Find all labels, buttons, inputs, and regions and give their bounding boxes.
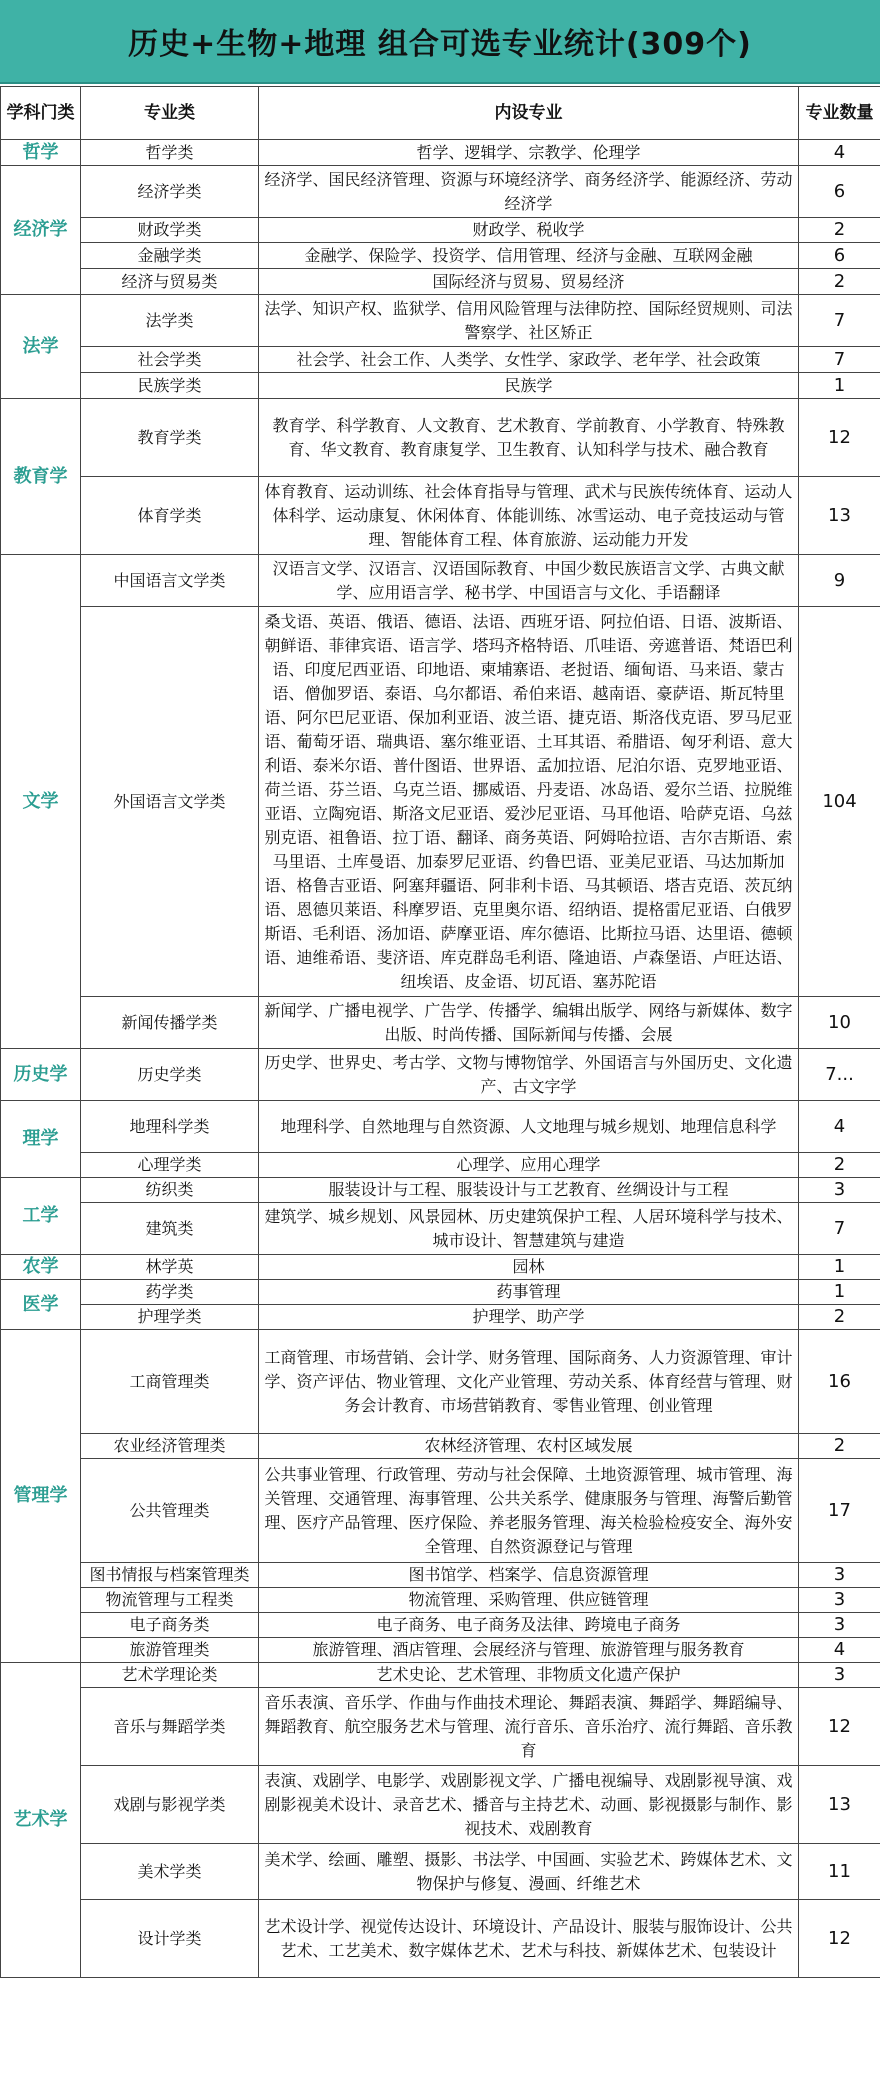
majors-cell: 物流管理、采购管理、供应链管理 bbox=[259, 1588, 799, 1613]
count-cell: 7 bbox=[799, 1203, 880, 1255]
count-cell: 13 bbox=[799, 477, 880, 555]
class-cell: 外国语言文学类 bbox=[81, 607, 259, 997]
table-row bbox=[1, 555, 880, 607]
table-row bbox=[1, 1153, 880, 1178]
count-cell: 3 bbox=[799, 1563, 880, 1588]
class-cell: 历史学类 bbox=[81, 1049, 259, 1101]
majors-cell: 农林经济管理、农村区域发展 bbox=[259, 1434, 799, 1459]
majors-cell: 新闻学、广播电视学、广告学、传播学、编辑出版学、网络与新媒体、数字出版、时尚传播、国际新闻与传播、会展 bbox=[259, 997, 799, 1049]
category-cell: 哲学 bbox=[1, 140, 81, 166]
count-cell: 3 bbox=[799, 1178, 880, 1203]
table-row bbox=[1, 1900, 880, 1978]
count-cell: 4 bbox=[799, 140, 880, 166]
majors-cell: 表演、戏剧学、电影学、戏剧影视文学、广播电视编导、戏剧影视导演、戏剧影视美术设计、录音艺术、播音与主持艺术、动画、影视摄影与制作、影视技术、戏剧教育 bbox=[259, 1766, 799, 1844]
majors-cell: 体育教育、运动训练、社会体育指导与管理、武术与民族传统体育、运动人体科学、运动康复、休闲体育、体能训练、冰雪运动、电子竞技运动与管理、智能体育工程、体育旅游、运动能力开发 bbox=[259, 477, 799, 555]
class-cell: 林学英 bbox=[81, 1255, 259, 1280]
class-cell: 体育学类 bbox=[81, 477, 259, 555]
count-cell: 7 bbox=[799, 347, 880, 373]
class-cell: 教育学类 bbox=[81, 399, 259, 477]
count-cell: 17 bbox=[799, 1459, 880, 1563]
class-cell: 音乐与舞蹈学类 bbox=[81, 1688, 259, 1766]
category-cell: 经济学 bbox=[1, 166, 81, 295]
class-cell: 民族学类 bbox=[81, 373, 259, 399]
header-count: 专业数量 bbox=[799, 87, 880, 140]
table-row bbox=[1, 1688, 880, 1766]
header-category: 学科门类 bbox=[1, 87, 81, 140]
count-cell: 6 bbox=[799, 243, 880, 269]
class-cell: 工商管理类 bbox=[81, 1330, 259, 1434]
majors-cell: 教育学、科学教育、人文教育、艺术教育、学前教育、小学教育、特殊教育、华文教育、教育康复学、卫生教育、认知科学与技术、融合教育 bbox=[259, 399, 799, 477]
count-cell: 7... bbox=[799, 1049, 880, 1101]
count-cell: 11 bbox=[799, 1844, 880, 1900]
majors-cell: 哲学、逻辑学、宗教学、伦理学 bbox=[259, 140, 799, 166]
class-cell: 农业经济管理类 bbox=[81, 1434, 259, 1459]
header-class: 专业类 bbox=[81, 87, 259, 140]
class-cell: 新闻传播学类 bbox=[81, 997, 259, 1049]
table-row bbox=[1, 1766, 880, 1844]
class-cell: 艺术学理论类 bbox=[81, 1663, 259, 1688]
count-cell: 13 bbox=[799, 1766, 880, 1844]
majors-cell: 药事管理 bbox=[259, 1280, 799, 1305]
count-cell: 16 bbox=[799, 1330, 880, 1434]
category-cell: 医学 bbox=[1, 1280, 81, 1330]
table-row bbox=[1, 269, 880, 295]
count-cell: 7 bbox=[799, 295, 880, 347]
class-cell: 金融学类 bbox=[81, 243, 259, 269]
class-cell: 戏剧与影视学类 bbox=[81, 1766, 259, 1844]
class-cell: 公共管理类 bbox=[81, 1459, 259, 1563]
table-row bbox=[1, 1663, 880, 1688]
majors-cell: 艺术设计学、视觉传达设计、环境设计、产品设计、服装与服饰设计、公共艺术、工艺美术、数字媒体艺术、艺术与科技、新媒体艺术、包装设计 bbox=[259, 1900, 799, 1978]
count-cell: 4 bbox=[799, 1101, 880, 1153]
count-cell: 3 bbox=[799, 1663, 880, 1688]
majors-cell: 民族学 bbox=[259, 373, 799, 399]
class-cell: 心理学类 bbox=[81, 1153, 259, 1178]
count-cell: 1 bbox=[799, 1280, 880, 1305]
count-cell: 104 bbox=[799, 607, 880, 997]
count-cell: 1 bbox=[799, 1255, 880, 1280]
majors-cell: 金融学、保险学、投资学、信用管理、经济与金融、互联网金融 bbox=[259, 243, 799, 269]
class-cell: 法学类 bbox=[81, 295, 259, 347]
count-cell: 2 bbox=[799, 1153, 880, 1178]
majors-table bbox=[0, 86, 880, 1978]
category-cell: 管理学 bbox=[1, 1330, 81, 1663]
majors-cell: 美术学、绘画、雕塑、摄影、书法学、中国画、实验艺术、跨媒体艺术、文物保护与修复、漫画、纤维艺术 bbox=[259, 1844, 799, 1900]
majors-cell: 心理学、应用心理学 bbox=[259, 1153, 799, 1178]
majors-cell: 汉语言文学、汉语言、汉语国际教育、中国少数民族语言文学、古典文献学、应用语言学、秘书学、中国语言与文化、手语翻译 bbox=[259, 555, 799, 607]
count-cell: 6 bbox=[799, 166, 880, 218]
table-row bbox=[1, 399, 880, 477]
majors-cell: 公共事业管理、行政管理、劳动与社会保障、土地资源管理、城市管理、海关管理、交通管理、海事管理、公共关系学、健康服务与管理、海警后勤管理、医疗产品管理、医疗保险、养老服务管理、海关检验检疫安全、海外安全管理、自然资源登记与管理 bbox=[259, 1459, 799, 1563]
table-row bbox=[1, 1434, 880, 1459]
table-row bbox=[1, 1255, 880, 1280]
table-row bbox=[1, 373, 880, 399]
class-cell: 纺织类 bbox=[81, 1178, 259, 1203]
table-row bbox=[1, 1330, 880, 1434]
class-cell: 财政学类 bbox=[81, 218, 259, 243]
count-cell: 2 bbox=[799, 269, 880, 295]
majors-cell: 艺术史论、艺术管理、非物质文化遗产保护 bbox=[259, 1663, 799, 1688]
majors-cell: 建筑学、城乡规划、风景园林、历史建筑保护工程、人居环境科学与技术、城市设计、智慧建筑与建造 bbox=[259, 1203, 799, 1255]
count-cell: 3 bbox=[799, 1613, 880, 1638]
majors-cell: 服装设计与工程、服装设计与工艺教育、丝绸设计与工程 bbox=[259, 1178, 799, 1203]
count-cell: 9 bbox=[799, 555, 880, 607]
majors-cell: 地理科学、自然地理与自然资源、人文地理与城乡规划、地理信息科学 bbox=[259, 1101, 799, 1153]
majors-cell: 财政学、税收学 bbox=[259, 218, 799, 243]
count-cell: 12 bbox=[799, 1900, 880, 1978]
majors-cell: 社会学、社会工作、人类学、女性学、家政学、老年学、社会政策 bbox=[259, 347, 799, 373]
class-cell: 设计学类 bbox=[81, 1900, 259, 1978]
majors-cell: 经济学、国民经济管理、资源与环境经济学、商务经济学、能源经济、劳动经济学 bbox=[259, 166, 799, 218]
table-row bbox=[1, 1563, 880, 1588]
majors-cell: 国际经济与贸易、贸易经济 bbox=[259, 269, 799, 295]
count-cell: 12 bbox=[799, 1688, 880, 1766]
majors-cell: 工商管理、市场营销、会计学、财务管理、国际商务、人力资源管理、审计学、资产评估、物业管理、文化产业管理、劳动关系、体育经营与管理、财务会计教育、市场营销教育、零售业管理、创业管理 bbox=[259, 1330, 799, 1434]
table-row bbox=[1, 218, 880, 243]
class-cell: 经济学类 bbox=[81, 166, 259, 218]
category-cell: 文学 bbox=[1, 555, 81, 1049]
table-row bbox=[1, 1101, 880, 1153]
majors-cell: 园林 bbox=[259, 1255, 799, 1280]
class-cell: 图书情报与档案管理类 bbox=[81, 1563, 259, 1588]
table-row bbox=[1, 1459, 880, 1563]
category-cell: 法学 bbox=[1, 295, 81, 399]
table-row bbox=[1, 1203, 880, 1255]
table-row bbox=[1, 1613, 880, 1638]
header-row bbox=[1, 87, 880, 140]
category-cell: 教育学 bbox=[1, 399, 81, 555]
majors-cell: 图书馆学、档案学、信息资源管理 bbox=[259, 1563, 799, 1588]
header-majors: 内设专业 bbox=[259, 87, 799, 140]
table-row bbox=[1, 997, 880, 1049]
count-cell: 4 bbox=[799, 1638, 880, 1663]
category-cell: 艺术学 bbox=[1, 1663, 81, 1978]
count-cell: 12 bbox=[799, 399, 880, 477]
majors-cell: 电子商务、电子商务及法律、跨境电子商务 bbox=[259, 1613, 799, 1638]
count-cell: 2 bbox=[799, 1434, 880, 1459]
table-row bbox=[1, 477, 880, 555]
table-row bbox=[1, 140, 880, 166]
count-cell: 2 bbox=[799, 1305, 880, 1330]
count-cell: 3 bbox=[799, 1588, 880, 1613]
majors-cell: 法学、知识产权、监狱学、信用风险管理与法律防控、国际经贸规则、司法警察学、社区矫正 bbox=[259, 295, 799, 347]
class-cell: 药学类 bbox=[81, 1280, 259, 1305]
table-row bbox=[1, 1844, 880, 1900]
category-cell: 历史学 bbox=[1, 1049, 81, 1101]
class-cell: 护理学类 bbox=[81, 1305, 259, 1330]
class-cell: 美术学类 bbox=[81, 1844, 259, 1900]
table-row bbox=[1, 166, 880, 218]
class-cell: 旅游管理类 bbox=[81, 1638, 259, 1663]
class-cell: 物流管理与工程类 bbox=[81, 1588, 259, 1613]
majors-cell: 音乐表演、音乐学、作曲与作曲技术理论、舞蹈表演、舞蹈学、舞蹈编导、舞蹈教育、航空服务艺术与管理、流行音乐、音乐治疗、流行舞蹈、音乐教育 bbox=[259, 1688, 799, 1766]
class-cell: 社会学类 bbox=[81, 347, 259, 373]
category-cell: 农学 bbox=[1, 1255, 81, 1280]
majors-cell: 桑戈语、英语、俄语、德语、法语、西班牙语、阿拉伯语、日语、波斯语、朝鲜语、菲律宾语、语言学、塔玛齐格特语、爪哇语、旁遮普语、梵语巴利语、印度尼西亚语、印地语、柬埔寨语、老挝语、缅甸语、马来语、蒙古语、僧伽罗语、泰语、乌尔都语、希伯来语、越南语、豪萨语、斯瓦特里语、阿尔巴尼亚语、保加利亚语、波兰语、捷克语、斯洛伐克语、罗马尼亚语、葡萄牙语、瑞典语、塞尔维亚语、土耳其语、希腊语、匈牙利语、意大利语、泰米尔语、普什图语、世界语、孟加拉语、尼泊尔语、克罗地亚语、荷兰语、芬兰语、乌克兰语、挪威语、丹麦语、冰岛语、爱尔兰语、拉脱维亚语、立陶宛语、斯洛文尼亚语、爱沙尼亚语、马耳他语、哈萨克语、乌兹别克语、祖鲁语、拉丁语、翻译、商务英语、阿姆哈拉语、吉尔吉斯语、索马里语、土库曼语、加泰罗尼亚语、约鲁巴语、亚美尼亚语、马达加斯加语、格鲁吉亚语、阿塞拜疆语、阿非利卡语、马其顿语、塔吉克语、茨瓦纳语、恩德贝莱语、科摩罗语、克里奥尔语、绍纳语、提格雷尼亚语、白俄罗斯语、毛利语、汤加语、萨摩亚语、库尔德语、比斯拉马语、达里语、德顿语、迪维希语、斐济语、库克群岛毛利语、隆迪语、卢森堡语、卢旺达语、纽埃语、皮金语、切瓦语、塞苏陀语 bbox=[259, 607, 799, 997]
class-cell: 中国语言文学类 bbox=[81, 555, 259, 607]
table-row bbox=[1, 295, 880, 347]
table-row bbox=[1, 1638, 880, 1663]
table-row bbox=[1, 1049, 880, 1101]
class-cell: 经济与贸易类 bbox=[81, 269, 259, 295]
table-body bbox=[1, 140, 880, 1978]
table-row bbox=[1, 347, 880, 373]
majors-cell: 历史学、世界史、考古学、文物与博物馆学、外国语言与外国历史、文化遗产、古文字学 bbox=[259, 1049, 799, 1101]
category-cell: 理学 bbox=[1, 1101, 81, 1178]
count-cell: 10 bbox=[799, 997, 880, 1049]
category-cell: 工学 bbox=[1, 1178, 81, 1255]
class-cell: 哲学类 bbox=[81, 140, 259, 166]
table-row bbox=[1, 1305, 880, 1330]
table-row bbox=[1, 1280, 880, 1305]
majors-cell: 护理学、助产学 bbox=[259, 1305, 799, 1330]
table-row bbox=[1, 243, 880, 269]
page-title: 历史+生物+地理 组合可选专业统计(309个) bbox=[128, 27, 752, 62]
table-row bbox=[1, 1178, 880, 1203]
class-cell: 建筑类 bbox=[81, 1203, 259, 1255]
table-row bbox=[1, 1588, 880, 1613]
count-cell: 2 bbox=[799, 218, 880, 243]
count-cell: 1 bbox=[799, 373, 880, 399]
majors-cell: 旅游管理、酒店管理、会展经济与管理、旅游管理与服务教育 bbox=[259, 1638, 799, 1663]
title-bar bbox=[0, 0, 880, 84]
class-cell: 地理科学类 bbox=[81, 1101, 259, 1153]
table-row bbox=[1, 607, 880, 997]
class-cell: 电子商务类 bbox=[81, 1613, 259, 1638]
